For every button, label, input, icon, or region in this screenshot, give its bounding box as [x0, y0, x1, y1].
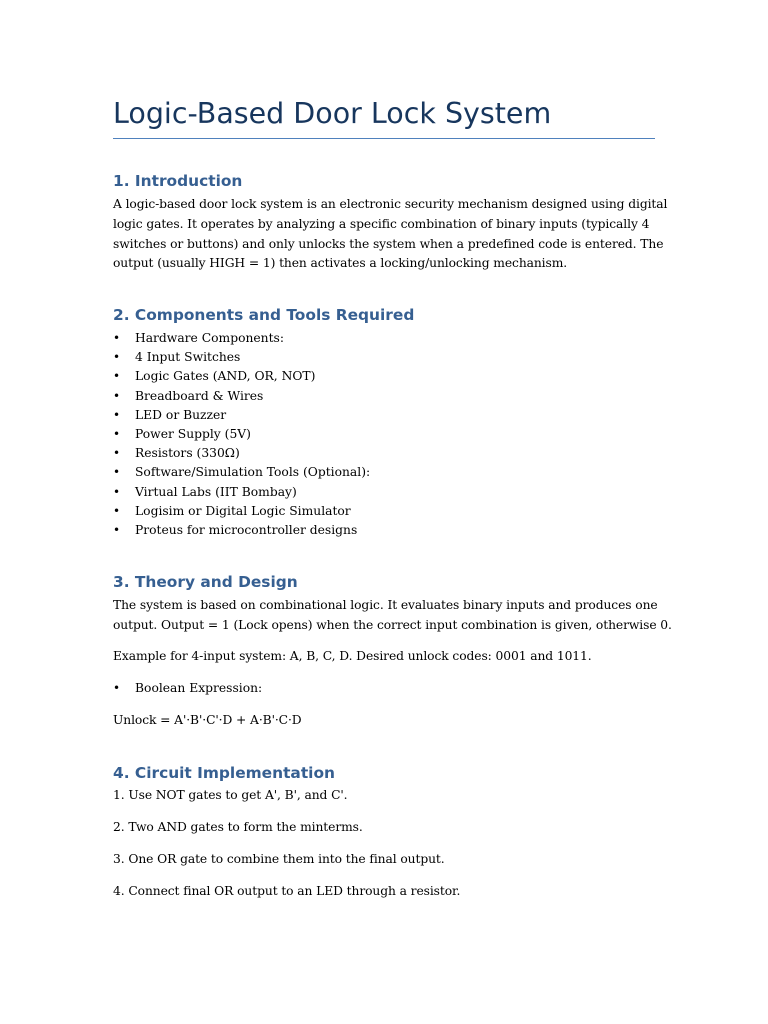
- list-item-text: 4 Input Switches: [135, 350, 241, 365]
- bullet-icon: •: [113, 484, 121, 499]
- bullet-icon: •: [113, 369, 121, 384]
- paragraph-line: logic gates. It operates by analyzing a specific combination of binary inputs (typically 4: [113, 216, 650, 231]
- section-heading-circuit: 4. Circuit Implementation: [113, 764, 335, 782]
- list-item-text: Breadboard & Wires: [135, 388, 264, 403]
- bullet-icon: •: [113, 350, 121, 365]
- list-item: [113, 425, 370, 444]
- paragraph-line: switches or buttons) and only unlocks the system when a predefined code is entered. The: [113, 236, 664, 251]
- list-item: [113, 463, 370, 482]
- list-item: [113, 483, 370, 502]
- step-paragraph: [113, 850, 658, 870]
- section-heading-components: 2. Components and Tools Required: [113, 306, 415, 324]
- step-text: 4. Connect final OR output to an LED through a resistor.: [113, 884, 461, 898]
- expression-text: Unlock = A'·B'·C'·D + A·B'·C·D: [113, 713, 302, 727]
- list-item-text: Software/Simulation Tools (Optional):: [135, 465, 371, 480]
- step-paragraph: [113, 818, 658, 838]
- bullet-icon: •: [113, 446, 121, 461]
- bullet-icon: •: [113, 407, 121, 422]
- list-item-text: Logic Gates (AND, OR, NOT): [135, 369, 316, 384]
- list-item: [113, 406, 370, 425]
- paragraph-line: output. Output = 1 (Lock opens) when the correct input combination is given, otherwise 0.: [113, 617, 672, 632]
- paragraph-line: output (usually HIGH = 1) then activates a locking/unlocking mechanism.: [113, 256, 568, 271]
- list-item-text: Proteus for microcontroller designs: [135, 522, 358, 537]
- example-paragraph: [113, 647, 658, 667]
- paragraph-line: A logic-based door lock system is an electronic security mechanism designed using digital: [113, 197, 668, 211]
- bullet-icon: •: [113, 388, 121, 403]
- expression-bullet-list: [113, 679, 262, 698]
- boolean-expression: [113, 711, 658, 731]
- list-item: [113, 444, 370, 463]
- document-title: Logic-Based Door Lock System: [113, 97, 552, 130]
- bullet-icon: •: [113, 331, 121, 345]
- list-item-text: Resistors (330Ω): [135, 446, 240, 461]
- list-item-text: Boolean Expression:: [135, 681, 263, 695]
- bullet-icon: •: [113, 426, 121, 441]
- step-paragraph: [113, 882, 658, 902]
- document-page: [113, 0, 672, 1024]
- list-item: [113, 521, 370, 540]
- list-item-text: Power Supply (5V): [135, 426, 251, 441]
- components-list: [113, 329, 370, 540]
- list-item: [113, 367, 370, 386]
- step-paragraph: [113, 786, 658, 806]
- list-item-text: LED or Buzzer: [135, 407, 227, 422]
- step-text: 2. Two AND gates to form the minterms.: [113, 820, 363, 834]
- list-item: [113, 348, 370, 367]
- theory-paragraph: [113, 596, 672, 636]
- list-item: [113, 387, 370, 406]
- introduction-paragraph: [113, 195, 668, 274]
- list-item: [113, 502, 370, 521]
- step-text: 3. One OR gate to combine them into the final output.: [113, 852, 445, 866]
- list-item: [113, 329, 370, 348]
- title-underline: [113, 138, 655, 139]
- section-heading-introduction: 1. Introduction: [113, 172, 243, 190]
- bullet-icon: •: [113, 522, 121, 537]
- list-item-text: Virtual Labs (IIT Bombay): [135, 484, 297, 499]
- bullet-icon: •: [113, 681, 121, 695]
- list-item: [113, 679, 262, 698]
- paragraph-line: The system is based on combinational logic. It evaluates binary inputs and produces one: [113, 598, 658, 612]
- section-heading-theory: 3. Theory and Design: [113, 573, 298, 591]
- list-item-text: Hardware Components:: [135, 331, 284, 345]
- bullet-icon: •: [113, 465, 121, 480]
- paragraph-line: Example for 4-input system: A, B, C, D. Desired unlock codes: 0001 and 1011.: [113, 649, 592, 663]
- list-item-text: Logisim or Digital Logic Simulator: [135, 503, 351, 518]
- step-text: 1. Use NOT gates to get A', B', and C'.: [113, 788, 348, 802]
- bullet-icon: •: [113, 503, 121, 518]
